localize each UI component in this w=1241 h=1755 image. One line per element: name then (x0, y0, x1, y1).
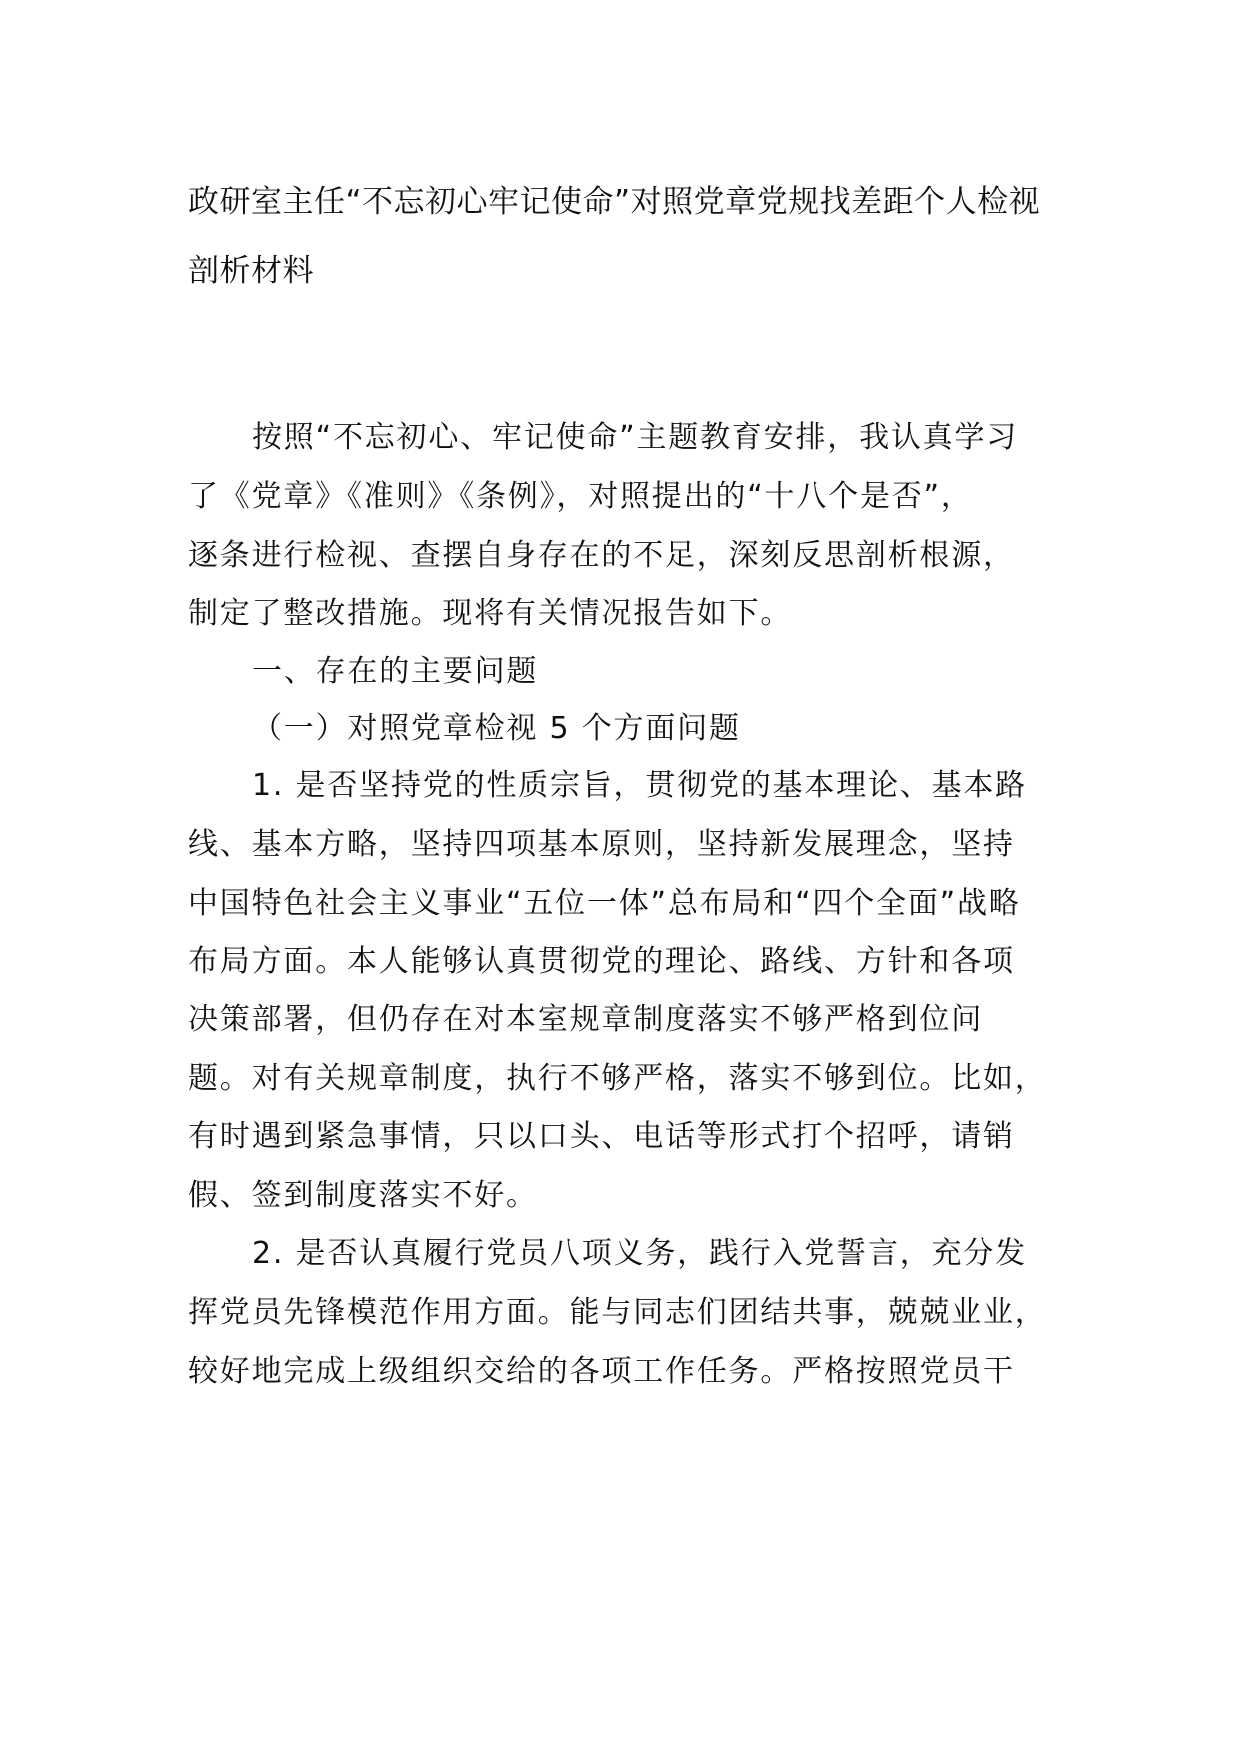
item-1-line-6: 题。对有关规章制度，执行不够严格，落实不够到位。比如， (188, 1061, 1047, 1096)
item-1-line-5: 决策部署，但仍存在对本室规章制度落实不够严格到位问 (188, 1002, 983, 1037)
item-1-line-7: 有时遇到紧急事情，只以口头、电话等形式打个招呼，请销 (188, 1119, 1015, 1154)
section-heading: 一、存在的主要问题 (252, 654, 539, 689)
item-1-line-8: 假、签到制度落实不好。 (188, 1178, 538, 1213)
intro-line-3: 逐条进行检视、查摆自身存在的不足，深刻反思剖析根源， (188, 538, 1015, 573)
item-1-line-2: 线、基本方略，坚持四项基本原则，坚持新发展理念，坚持 (188, 827, 1015, 862)
item-1-line-1: 1. 是否坚持党的性质宗旨，贯彻党的基本理论、基本路 (252, 768, 1027, 803)
item-1-line-3: 中国特色社会主义事业“五位一体”总布局和“四个全面”战略 (188, 886, 1021, 921)
item-2-line-2: 挥党员先锋模范作用方面。能与同志们团结共事，兢兢业业， (188, 1295, 1047, 1330)
document-title: 政研室主任“不忘初心牢记使命”对照党章党规找差距个人检视剖析材料 (188, 184, 1041, 289)
item-2-line-1: 2. 是否认真履行党员八项义务，践行入党誓言，充分发 (252, 1236, 1027, 1271)
item-2-line-3: 较好地完成上级组织交给的各项工作任务。严格按照党员干 (188, 1354, 1015, 1389)
item-1-line-4: 布局方面。本人能够认真贯彻党的理论、路线、方针和各项 (188, 944, 1015, 979)
subsection-heading: （一）对照党章检视 5 个方面问题 (252, 711, 741, 746)
intro-line-4: 制定了整改措施。现将有关情况报告如下。 (188, 596, 793, 631)
intro-line-2: 了《党章》《准则》《条例》，对照提出的“十八个是否”， (188, 479, 973, 514)
intro-line-1: 按照“不忘初心、牢记使命”主题教育安排，我认真学习 (252, 420, 1019, 455)
